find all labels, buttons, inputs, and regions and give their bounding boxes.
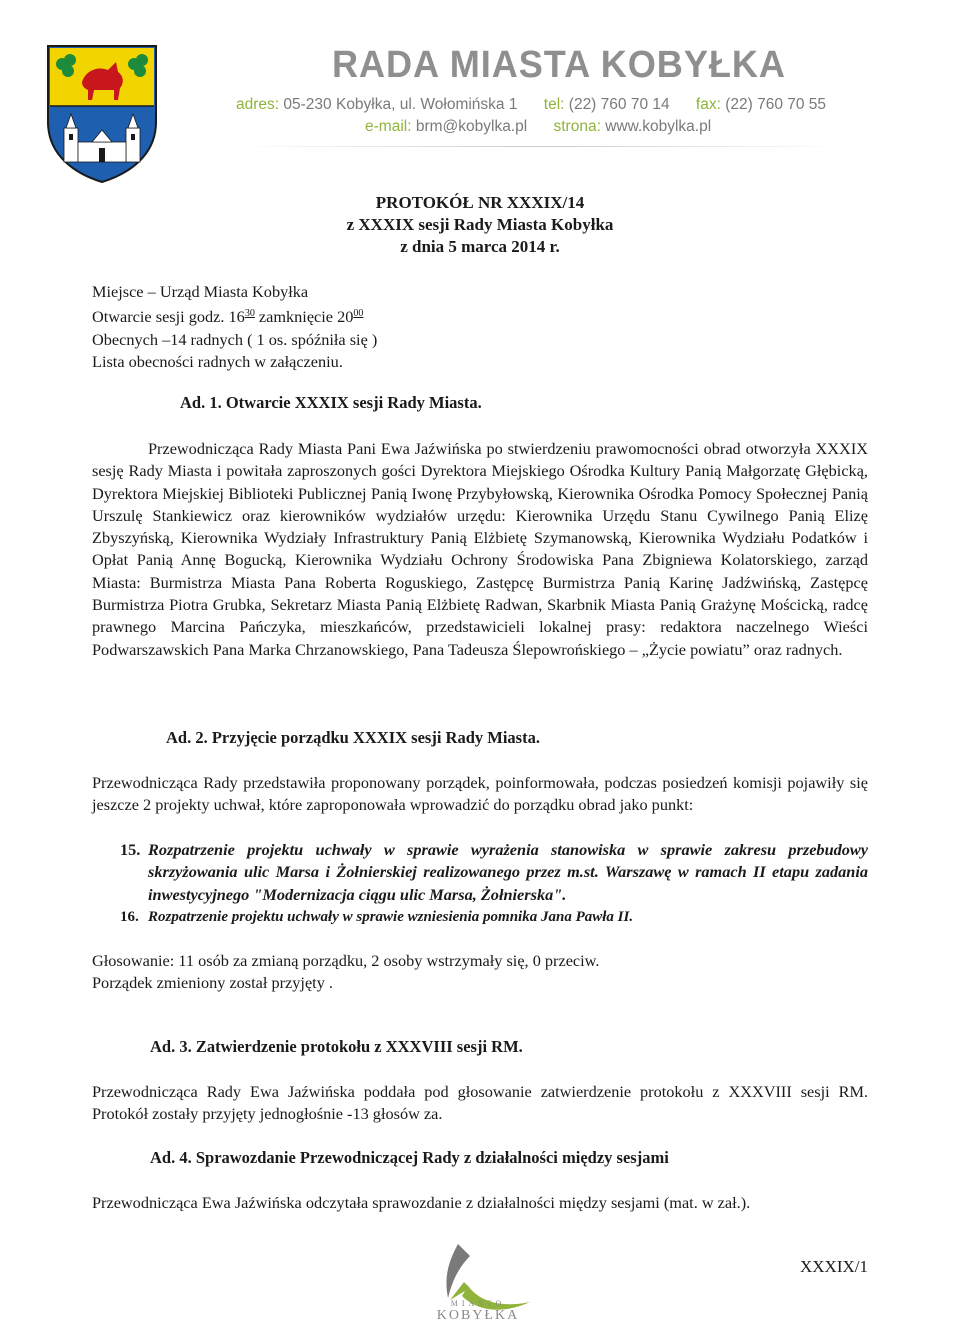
item-number: 15. — [120, 840, 141, 859]
title-line-3: z dnia 5 marca 2014 r. — [400, 237, 560, 256]
item-text: Rozpatrzenie projektu uchwały w sprawie wzniesienia pomnika Jana Pawła II. — [148, 908, 634, 925]
meta-times — [92, 303, 868, 328]
meta-present: Obecnych –14 radnych ( 1 os. spóźniła się ) — [92, 329, 378, 349]
fax-label: fax: — [695, 96, 721, 113]
title-line-2: z XXXIX sesji Rady Miasta Kobyłka — [346, 215, 614, 234]
fax-value: (22) 760 70 55 — [725, 96, 827, 113]
ad2-agenda-list — [92, 839, 868, 928]
open-time-prefix: Otwarcie sesji godz. 16 — [92, 307, 245, 327]
www-label: strona: — [553, 118, 601, 135]
ad4-heading: Ad. 4. Sprawozdanie Przewodniczącej Rady z działalności między sesjami — [150, 1148, 669, 1167]
close-time-prefix: zamknięcie 20 — [254, 307, 354, 327]
www-value: www.kobylka.pl — [605, 118, 712, 135]
page-number: XXXIX/1 — [800, 1257, 868, 1276]
ad2-vote: Głosowanie: 11 osób za zmianą porządku, 2 osoby wstrzymały się, 0 przeciw. — [92, 951, 600, 970]
ad3-paragraph: Przewodnicząca Rady Ewa Jaźwińska poddała pod głosowanie zatwierdzenie protokołu z XXXVIII sesji RM. Protokół zostały przyjęty jednogłośnie -13 głosów za. — [92, 1082, 868, 1124]
address-label: adres: — [236, 96, 280, 113]
item-number: 16. — [120, 908, 139, 925]
list-item — [92, 839, 868, 906]
close-time-minutes: 00 — [353, 308, 364, 320]
footer-logo-small: MIASTO — [450, 1299, 506, 1308]
organization-name: RADA MIASTA KOBYŁKA — [332, 44, 786, 86]
meta-place: Miejsce – Urząd Miasta Kobyłka — [92, 282, 309, 301]
email-label: e-mail: — [365, 118, 412, 135]
tel-value: (22) 760 70 14 — [568, 96, 670, 113]
list-item — [92, 906, 868, 928]
address-value: 05-230 Kobyłka, ul. Wołomińska 1 — [283, 96, 518, 113]
open-time-minutes: 30 — [244, 308, 255, 320]
ad3-heading: Ad. 3. Zatwierdzenie protokołu z XXXVIII sesji RM. — [150, 1037, 523, 1056]
city-crest-logo — [46, 44, 158, 184]
ad1-paragraph — [92, 438, 868, 661]
tel-label: tel: — [543, 96, 565, 113]
email-value: brm@kobylka.pl — [415, 118, 528, 135]
contact-line-2 — [365, 118, 711, 136]
ad2-vote-block — [92, 950, 868, 995]
ad2-result: Porządek zmieniony został przyjęty . — [92, 973, 333, 993]
ad1-text: Przewodnicząca Rady Miasta Pani Ewa Jaźwińska po stwierdzeniu prawomocności obrad otworzyła XXXIX sesję Rady Miasta i powitała zaproszonych gości Dyrektora Miejskiego Ośrodka Kultury Panią Małgorzatę Głębicką, Dyrektora Miejskiej Biblioteki Publicznej Panią Iwonę Przybyłowską, Kierownika Ośrodka Pomocy Społecznej Panią Urszulę Stankiewicz oraz kierowników wydziałów urzędu: Kierownika Urzędu Stanu Cywilnego Panią Elizę Zbyszyńską, Kierownika Wydziały Infrastruktury Panią Elżbietę Szymanowską, Kierownika Wydziału Podatków i Opłat Panią Annę Bogucką, Kierownika Wydziału Ochrony Środowiska Pana Zbigniewa Kolatorskiego, zarząd Miasta: Burmistrza Miasta Pana Roberta Roguskiego, Zastępcę Burmistrza Panią Karinę Jadźwińską, Zastępcę Burmistrza Piotra Grubka, Sekretarz Miasta Panią Elżbietę Radwan, Skarbnik Miasta Panią Grażynę Mościcką, radcę prawnego Marcina Pańczyka, mieszkańców, przedstawicieli lokalnej prasy: redaktora naczelnego Wieści Podwarszawskich Pana Marka Chrzanowskiego, Pana Tadeusza Ślepowrońskiego – „Życie powiatu” oraz radnych. — [92, 439, 868, 659]
title-line-1: PROTOKÓŁ NR XXXIX/14 — [375, 193, 585, 212]
document-title — [300, 192, 660, 258]
ad2-heading: Ad. 2. Przyjęcie porządku XXXIX sesji Rady Miasta. — [166, 728, 540, 747]
ad4-paragraph: Przewodnicząca Ewa Jaźwińska odczytała sprawozdanie z działalności między sesjami (mat. w zał.). — [92, 1193, 751, 1212]
header-divider — [236, 146, 846, 147]
ad1-heading: Ad. 1. Otwarcie XXXIX sesji Rady Miasta. — [180, 393, 482, 412]
meta-attendance: Lista obecności radnych w załączeniu. — [92, 351, 343, 371]
footer-logo-big: KOBYŁKA — [436, 1308, 520, 1323]
session-meta — [92, 281, 868, 373]
item-text: Rozpatrzenie projektu uchwały w sprawie wyrażenia stanowiska w sprawie zakresu przebudowy skrzyżowania ulic Marsa i Żołnierskiej realizowanego przez m.st. Warszawę w ramach II etapu zadania inwestycyjnego "Modernizacja ciągu ulic Marsa, Żołnierska". — [148, 840, 868, 904]
contact-line-1 — [236, 96, 826, 114]
ad2-paragraph: Przewodnicząca Rady przedstawiła proponowany porządek, poinformowała, podczas posiedzeń komisji pojawiły się jeszcze 2 projekty uchwał, które zaproponowała wprowadzić do porządku obrad jako punkt: — [92, 773, 868, 815]
footer-logo-text — [426, 1299, 530, 1324]
